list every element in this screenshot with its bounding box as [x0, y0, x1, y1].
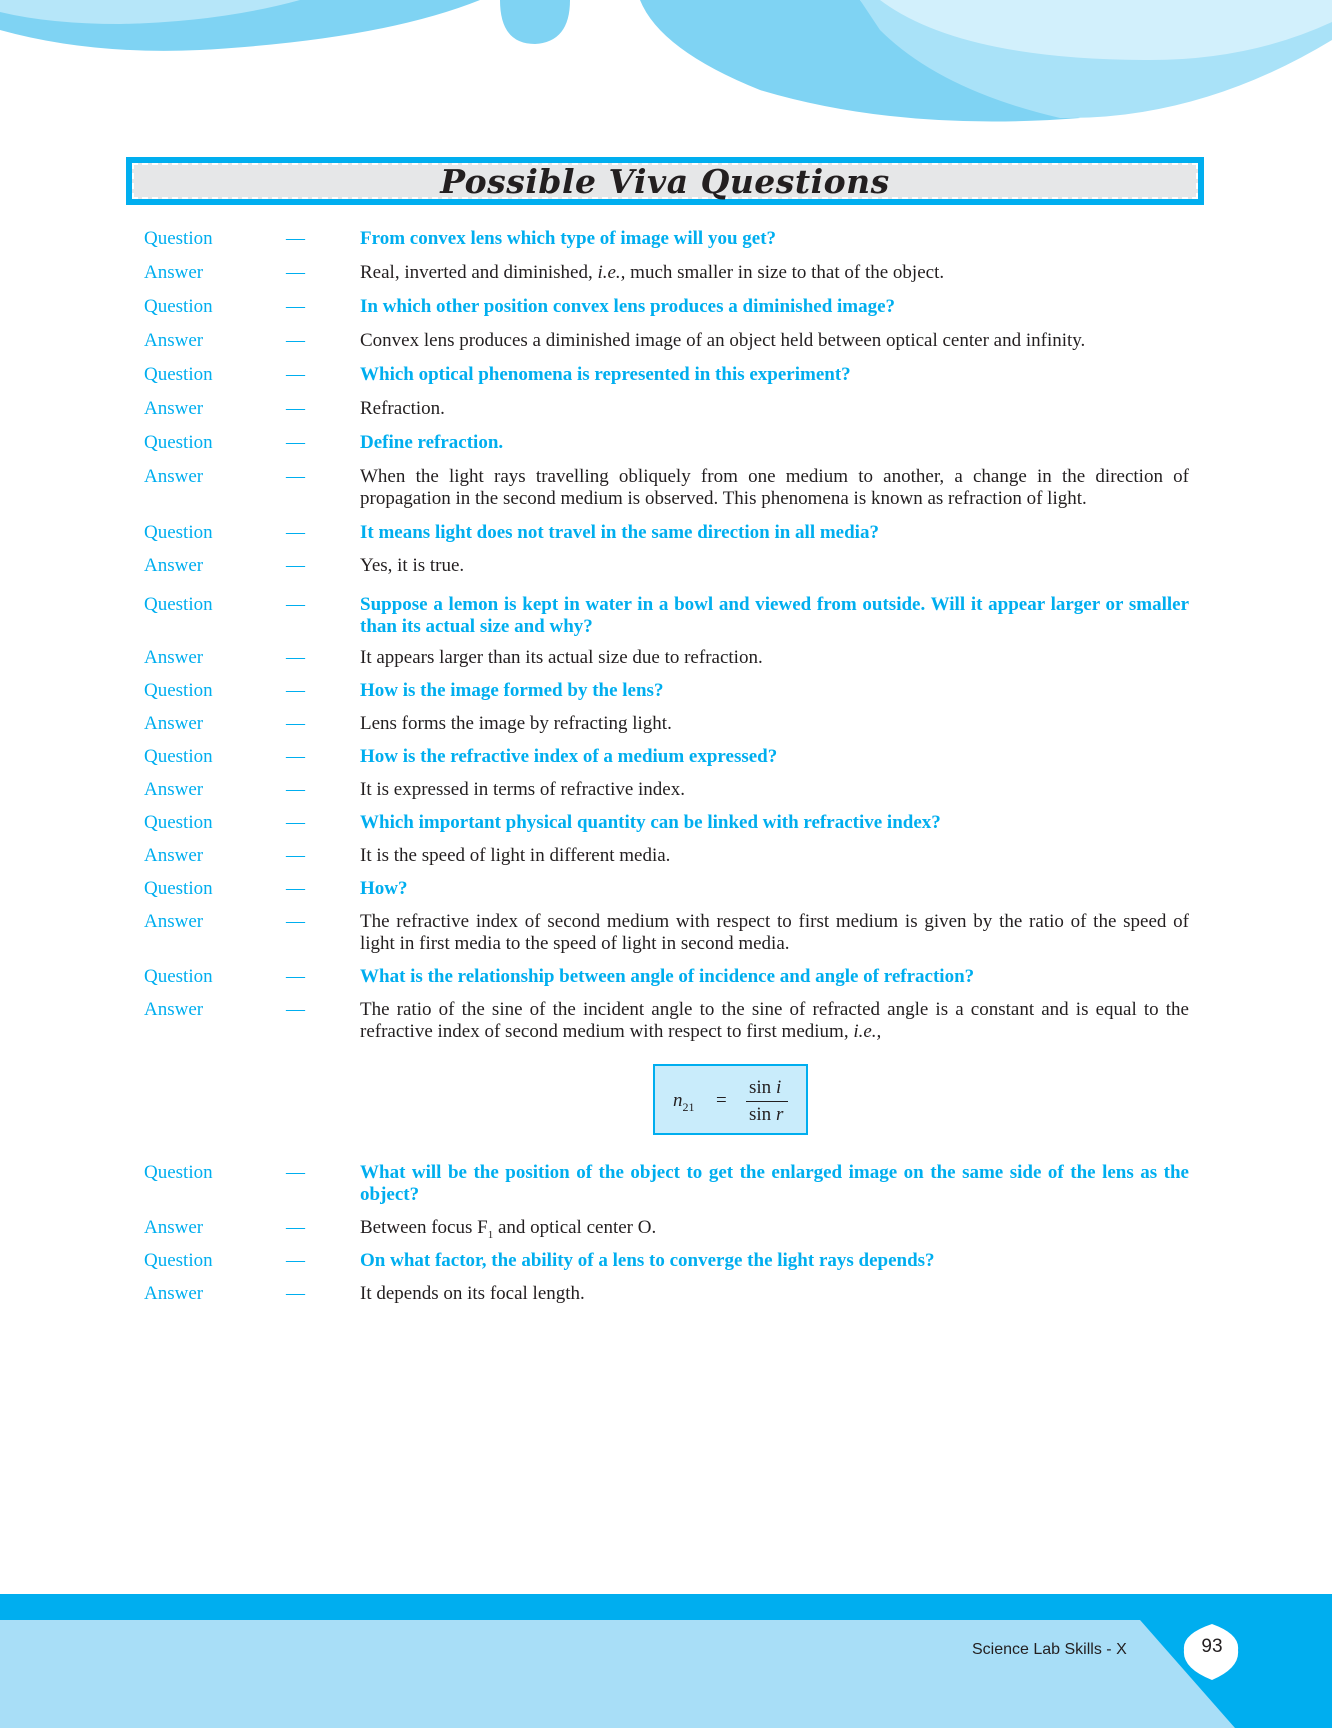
answer-label: Answer	[144, 647, 204, 668]
formula-denominator-fn: sin	[749, 1104, 772, 1125]
question-text: Which optical phenomena is represented in this experiment?	[360, 364, 851, 385]
separator-dash: —	[286, 713, 305, 734]
answer-text: It is expressed in terms of refractive index.	[360, 779, 685, 800]
answer-label: Answer	[144, 398, 204, 419]
question-text: Suppose a lemon is kept in water in a bowl and viewed from outside. Will it appear larger or smaller than its actual size and why?	[360, 594, 1189, 637]
separator-dash: —	[286, 647, 305, 668]
question-text: What is the relationship between angle of incidence and angle of refraction?	[360, 966, 975, 987]
answer-label: Answer	[144, 466, 204, 487]
question-label: Question	[144, 812, 213, 833]
question-text: In which other position convex lens produces a diminished image?	[360, 296, 896, 317]
answer-text: When the light rays travelling obliquely from one medium to another, a change in the direction of propagation in the second medium is observed. This phenomena is known as refraction of light.	[360, 466, 1189, 509]
answer-label: Answer	[144, 713, 204, 734]
separator-dash: —	[286, 466, 305, 487]
formula-denominator	[749, 1104, 783, 1126]
formula-equals: =	[716, 1090, 727, 1111]
question-label: Question	[144, 680, 213, 701]
question-label: Question	[144, 878, 213, 899]
answer-text: It depends on its focal length.	[360, 1283, 585, 1304]
separator-dash: —	[286, 966, 305, 987]
separator-dash: —	[286, 680, 305, 701]
separator-dash: —	[286, 296, 305, 317]
question-text: Define refraction.	[360, 432, 504, 453]
footer-band	[0, 1594, 1332, 1728]
viva-title-box	[126, 157, 1204, 205]
answer-label: Answer	[144, 999, 204, 1020]
separator-dash: —	[286, 1250, 305, 1271]
separator-dash: —	[286, 1217, 305, 1238]
answer-label: Answer	[144, 1283, 204, 1304]
answer-text-part: Between focus F	[360, 1217, 488, 1238]
question-label: Question	[144, 522, 213, 543]
formula-numerator-fn: sin	[749, 1077, 772, 1098]
separator-dash: —	[286, 845, 305, 866]
formula-lhs-subscript: 21	[682, 1099, 695, 1114]
separator-dash: —	[286, 228, 305, 249]
answer-text-part: Real, inverted and diminished,	[360, 262, 598, 283]
question-label: Question	[144, 1162, 213, 1183]
answer-text	[360, 262, 1189, 284]
question-label: Question	[144, 1250, 213, 1271]
formula-numerator-var: i	[775, 1077, 782, 1098]
answer-text-part: and optical center O.	[493, 1217, 657, 1238]
answer-text: Refraction.	[360, 398, 445, 419]
separator-dash: —	[286, 999, 305, 1020]
answer-text	[360, 1217, 1189, 1246]
question-text: On what factor, the ability of a lens to converge the light rays depends?	[360, 1250, 935, 1271]
separator-dash: —	[286, 1162, 305, 1183]
question-label: Question	[144, 432, 213, 453]
answer-text: The refractive index of second medium with respect to first medium is given by the ratio of the speed of light in first media to the speed of light in second media.	[360, 911, 1189, 954]
answer-text-part: much smaller in size to that of the object.	[625, 262, 945, 283]
question-label: Question	[144, 228, 213, 249]
answer-text: It is the speed of light in different media.	[360, 845, 671, 866]
answer-text-subscript: 1	[487, 1228, 494, 1241]
formula-lhs	[673, 1090, 695, 1115]
question-label: Question	[144, 746, 213, 767]
formula-denominator-var: r	[775, 1104, 784, 1125]
answer-text: Lens forms the image by refracting light.	[360, 713, 672, 734]
header-decoration	[0, 0, 1332, 130]
question-text: How?	[360, 878, 408, 899]
footer-book-title: Science Lab Skills - X	[972, 1641, 1127, 1658]
question-text: What will be the position of the object to get the enlarged image on the same side of the lens as the object?	[360, 1162, 1189, 1205]
question-text: How is the refractive index of a medium expressed?	[360, 746, 778, 767]
question-label: Question	[144, 296, 213, 317]
answer-text: It appears larger than its actual size due to refraction.	[360, 647, 763, 668]
separator-dash: —	[286, 330, 305, 351]
refractive-index-formula	[653, 1064, 808, 1135]
separator-dash: —	[286, 812, 305, 833]
answer-text-italic: i.e.,	[597, 262, 626, 283]
separator-dash: —	[286, 522, 305, 543]
question-text: Which important physical quantity can be linked with refractive index?	[360, 812, 941, 833]
question-label: Question	[144, 966, 213, 987]
page-title: Possible Viva Questions	[440, 161, 890, 201]
answer-label: Answer	[144, 330, 204, 351]
answer-label: Answer	[144, 262, 204, 283]
answer-label: Answer	[144, 911, 204, 932]
question-text: From convex lens which type of image will you get?	[360, 228, 777, 249]
formula-lhs-symbol: n	[673, 1090, 683, 1111]
answer-label: Answer	[144, 1217, 204, 1238]
answer-label: Answer	[144, 779, 204, 800]
separator-dash: —	[286, 911, 305, 932]
separator-dash: —	[286, 555, 305, 576]
answer-text: Convex lens produces a diminished image of an object held between optical center and infinity.	[360, 330, 1086, 351]
question-label: Question	[144, 364, 213, 385]
answer-label: Answer	[144, 555, 204, 576]
separator-dash: —	[286, 1283, 305, 1304]
separator-dash: —	[286, 594, 305, 615]
separator-dash: —	[286, 398, 305, 419]
separator-dash: —	[286, 746, 305, 767]
separator-dash: —	[286, 364, 305, 385]
answer-text-italic: i.e.,	[853, 1021, 882, 1042]
formula-fraction-line	[746, 1101, 788, 1102]
separator-dash: —	[286, 432, 305, 453]
formula-numerator	[749, 1077, 781, 1099]
answer-label: Answer	[144, 845, 204, 866]
separator-dash: —	[286, 878, 305, 899]
question-label: Question	[144, 594, 213, 615]
answer-text	[360, 999, 1189, 1043]
question-text: How is the image formed by the lens?	[360, 680, 664, 701]
separator-dash: —	[286, 779, 305, 800]
separator-dash: —	[286, 262, 305, 283]
question-text: It means light does not travel in the same direction in all media?	[360, 522, 879, 543]
page-number: 93	[1201, 1636, 1223, 1657]
answer-text: Yes, it is true.	[360, 555, 465, 576]
answer-text-part: The ratio of the sine of the incident angle to the sine of refracted angle is a constant and is equal to the refractive index of second medium with respect to first medium,	[360, 999, 1189, 1042]
